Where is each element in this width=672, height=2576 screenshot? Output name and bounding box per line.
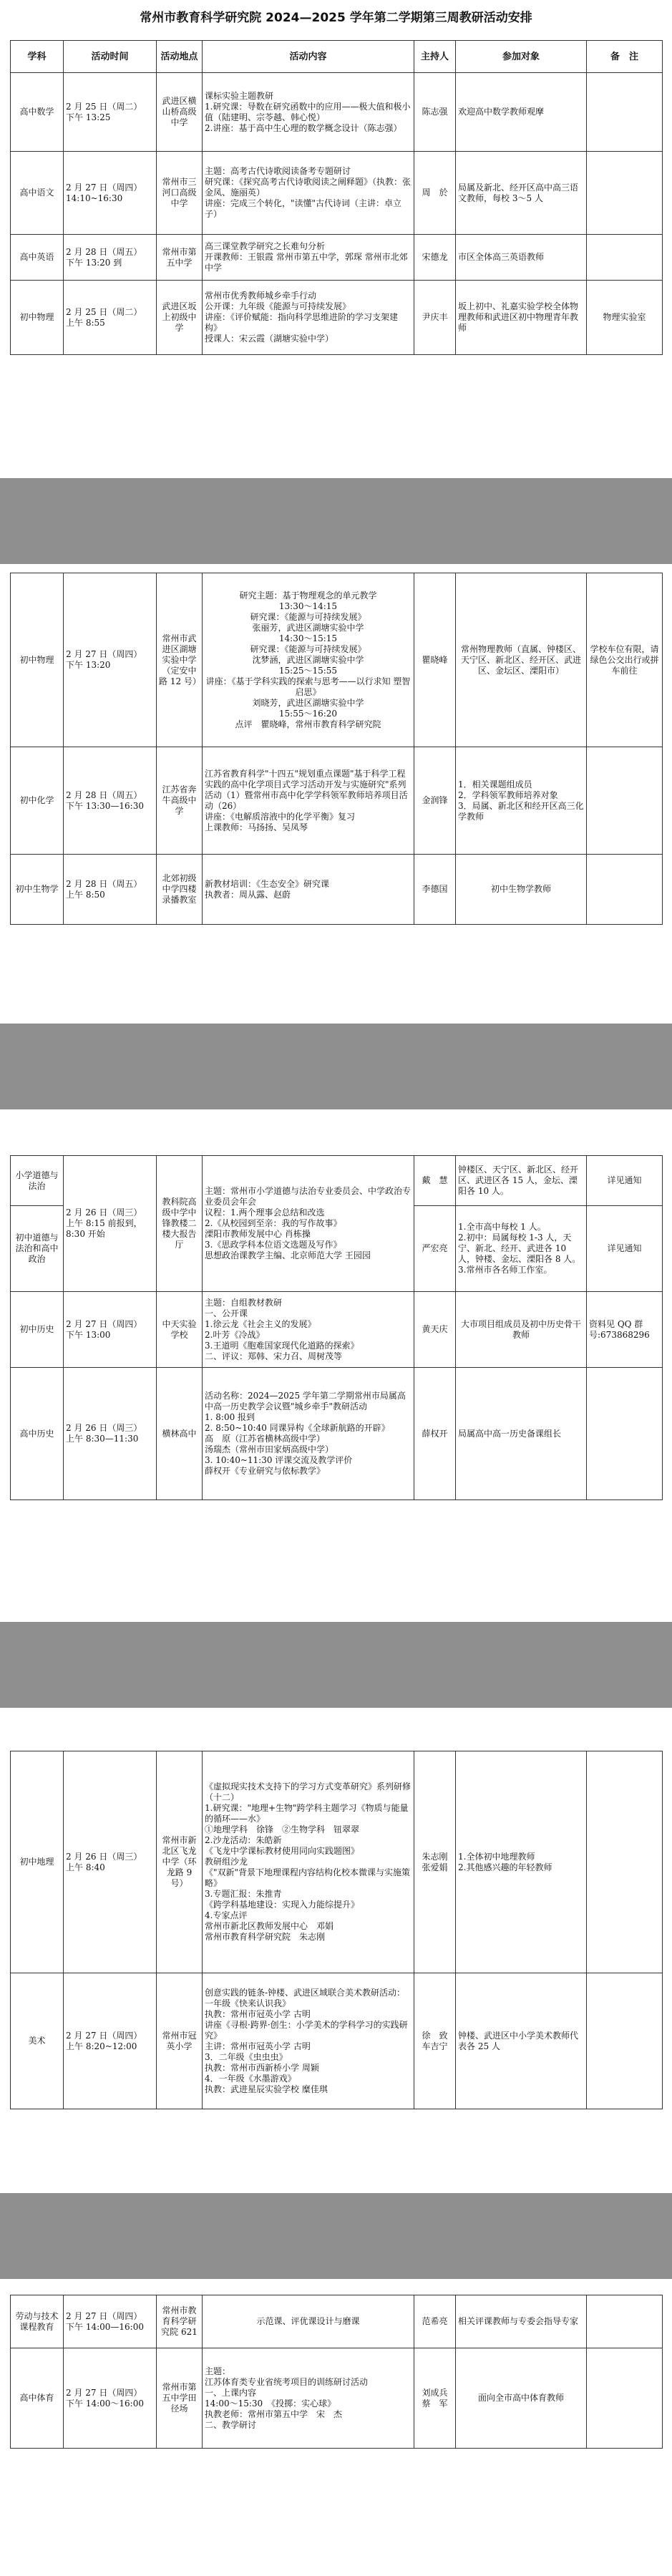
- cell-host: 刘成兵 蔡 军: [414, 2348, 456, 2449]
- header-note: 备 注: [587, 41, 663, 73]
- header-time: 活动时间: [64, 41, 157, 73]
- table-row: [11, 2348, 663, 2449]
- cell-place: 武进区坂上初级中学: [157, 281, 203, 355]
- cell-subject: 高中英语: [11, 235, 64, 281]
- cell-audience: 欢迎高中数学教师观摩: [456, 73, 587, 152]
- table-row: [11, 573, 663, 747]
- page-title: 常州市教育科学研究院 2024—2025 学年第二学期第三周教研活动安排: [140, 11, 532, 25]
- table-row: [11, 281, 663, 355]
- cell-audience: 常州物理教师（直属、钟楼区、天宁区、新北区、经开区、武进区、金坛区、溧阳市）: [456, 573, 587, 747]
- cell-note: [587, 73, 663, 152]
- cell-time: 2 月 27 日（周四） 下午 13:00: [64, 1292, 157, 1368]
- cell-subject: 小学道德与法治: [11, 1156, 64, 1206]
- header-audience: 参加对象: [456, 41, 587, 73]
- cell-host: 戴 慧: [414, 1156, 456, 1206]
- cell-note: [587, 747, 663, 855]
- cell-note: 详见通知: [587, 1156, 663, 1206]
- cell-audience: 钟楼区、天宁区、新北区、经开区、武进区各 15 人，金坛、溧阳各 10 人。: [456, 1156, 587, 1206]
- table-row: [11, 73, 663, 152]
- cell-place: 常州市三河口高级中学: [157, 152, 203, 235]
- cell-note: [587, 235, 663, 281]
- cell-host: 范希亮: [414, 2295, 456, 2348]
- cell-host: 徐 致 车吉宁: [414, 1973, 456, 2109]
- cell-time: 2 月 26 日（周三） 上午 8:40: [64, 1751, 157, 1973]
- cell-content: 新教材培训：《生态安全》研究课 执教者：周从露、赵蔚: [203, 855, 414, 925]
- cell-audience: 1．相关课题组成员 2．学科领军教师培养对象 3．局属、新北区和经开区高三化学教师: [456, 747, 587, 855]
- cell-audience: 1.全市高中每校 1 人。 2.初中：局属每校 1-3 人，天宁、新北、经开、武进各 10 人，钟楼、金坛、溧阳各 8 人。 3.常州市各名师工作室。: [456, 1206, 587, 1292]
- cell-time: 2 月 25 日（周二） 上午 8:55: [64, 281, 157, 355]
- cell-host: 周 於: [414, 152, 456, 235]
- table-row: [11, 1751, 663, 1973]
- cell-host: 金润锋: [414, 747, 456, 855]
- cell-time: 2 月 26 日（周三） 上午 8:30—11:30: [64, 1368, 157, 1500]
- cell-audience: 大市项目组成员及初中历史骨干教师: [456, 1292, 587, 1368]
- header-host: 主持人: [414, 41, 456, 73]
- cell-host: 陈志强: [414, 73, 456, 152]
- cell-audience: 钟楼、武进区中小学美术教师代表各 25 人: [456, 1973, 587, 2109]
- cell-subject: 初中化学: [11, 747, 64, 855]
- cell-audience: 面向全市高中体育教师: [456, 2348, 587, 2449]
- cell-host: 李德国: [414, 855, 456, 925]
- cell-time: 2 月 28 日（周五） 下午 13:20 到: [64, 235, 157, 281]
- cell-time: 2 月 25 日（周二） 下午 13:25: [64, 73, 157, 152]
- cell-host: 严宏亮: [414, 1206, 456, 1292]
- cell-place: 中天实验学校: [157, 1292, 203, 1368]
- cell-time: 2 月 28 日（周五） 下午 13:30—16:30: [64, 747, 157, 855]
- cell-subject: 高中语文: [11, 152, 64, 235]
- cell-host: 宋德龙: [414, 235, 456, 281]
- table-row: [11, 1368, 663, 1500]
- cell-subject: 高中数学: [11, 73, 64, 152]
- cell-audience: 初中生物学教师: [456, 855, 587, 925]
- cell-note: 物理实验室: [587, 281, 663, 355]
- cell-time: 2 月 27 日（周四） 下午 14:00～16:00: [64, 2348, 157, 2449]
- cell-note: [587, 1973, 663, 2109]
- table-row: [11, 152, 663, 235]
- cell-host: 黄天庆: [414, 1292, 456, 1368]
- cell-place: 常州市第五中学田径场: [157, 2348, 203, 2449]
- cell-content: 主题：自组教材教研 一、公开课 1.徐云龙《社会主义的发展》 2.叶芳《冷战》 3.王道明《胞难国家现代化道路的探索》 二、评议：郑韩、宋力召、周树茂等: [203, 1292, 414, 1368]
- cell-content: 示范课、评优课设计与磨课: [203, 2295, 414, 2348]
- cell-place: 武进区横山桥高级中学: [157, 73, 203, 152]
- cell-host: 薛权开: [414, 1368, 456, 1500]
- cell-content: 常州市优秀教师城乡牵手行动 公开课：九年级《能源与可持续发展》 讲座：《评价赋能：指向科学思维进阶的学习支架建构》 授课人：宋云霞（湖塘实验中学）: [203, 281, 414, 355]
- cell-host: 朱志刚 张爱娟: [414, 1751, 456, 1973]
- cell-subject: 初中道德与法治和高中政治: [11, 1206, 64, 1292]
- cell-place: 常州市武进区湖塘实验中学（定安中路 12 号）: [157, 573, 203, 747]
- cell-time: 2 月 27 日（周四） 下午 13:20: [64, 573, 157, 747]
- cell-audience: 相关评课教师与专委会指导专家: [456, 2295, 587, 2348]
- cell-note: 详见通知: [587, 1206, 663, 1292]
- cell-host: 瞿晓峰: [414, 573, 456, 747]
- cell-audience: 市区全体高三英语教师: [456, 235, 587, 281]
- cell-content: 主题：常州市小学道德与法治专业委员会、中学政治专业委员会年会 议程：1.两个理事会总结和改选 2.《从校园到至亲：我的写作故事》 溧阳市教师发展中心 肖栋操 3.《思政学科本位语文选题及写作》 思想政治课教学主编、北京师范大学 王园园: [203, 1156, 414, 1292]
- cell-content: 创意实践的链条-钟楼、武进区域联合美术教研活动：一年级《快来认识我》 执教：常州市冠英小学 古明 讲座《寻根·跨界·创生：小学美术的学科学习的实践研究》 主讲：常州市冠英小学 古明 3．二年级《虫虫虫》 执教：常州市西新桥小学 周颖 4．一年级《水墨游戏》 执教：武进星辰实验学校 糜佳琪: [203, 1973, 414, 2109]
- table-row: [11, 2295, 663, 2348]
- cell-content: 主题：高考古代诗歌阅读备考专题研讨 研究课：《探究高考古代诗歌阅读之阐释题》（执教：张金凤、施丽英） 讲座：完成三个转化，"读懂"古代诗词（主讲：卓立子）: [203, 152, 414, 235]
- cell-subject: 初中生物学: [11, 855, 64, 925]
- table-row: [11, 1973, 663, 2109]
- cell-time: 2 月 28 日（周五） 上午 8:50: [64, 855, 157, 925]
- cell-time: 2 月 27 日（周四） 下午 14:00—16:00: [64, 2295, 157, 2348]
- cell-audience: 坂上初中、礼嘉实验学校全体物理教师和武进区初中物理青年教师: [456, 281, 587, 355]
- cell-note: [587, 2295, 663, 2348]
- page-separator: [0, 1622, 672, 1708]
- cell-content: 《虚拟现实技术支持下的学习方式变革研究》系列研修（十二） 1.研究课："地理+生物"跨学科主题学习《物质与能量的循环——水》 ①地理学科 徐锋 ②生物学科 钮翠翠 2.沙龙活动：朱皓新 《飞龙中学课标教材使用同向实践题图》 教研组沙龙 《"双新"背景下地理课程内容结构化校本微课与实施策略》 3.专题汇报：朱推青 《跨学科基地建设：实现入力能综提升》 4.专家点评 常州市新北区教师发展中心 邓娟 常州市教育科学研究院 朱志刚: [203, 1751, 414, 1973]
- cell-place: 常州市新北区飞龙中学（环龙路 9 号）: [157, 1751, 203, 1973]
- cell-content: 课标实验主题教研 1.研究课：导数在研究函数中的应用——极大值和极小值（陆建明、宗苓越、韩心悦） 2.讲座：基于高中生心理的数学概念设计（陈志强）: [203, 73, 414, 152]
- table-row: [11, 1156, 663, 1206]
- header-subject: 学科: [11, 41, 64, 73]
- cell-subject: 高中历史: [11, 1368, 64, 1500]
- cell-place: 常州市第五中学: [157, 235, 203, 281]
- cell-note: 学校车位有限，请绿色公交出行或拼车前往: [587, 573, 663, 747]
- header-place: 活动地点: [157, 41, 203, 73]
- cell-subject: 劳动与技术课程教育: [11, 2295, 64, 2348]
- header-content: 活动内容: [203, 41, 414, 73]
- cell-place: 北郊初级中学四楼录播教室: [157, 855, 203, 925]
- cell-subject: 初中物理: [11, 281, 64, 355]
- cell-subject: 高中体育: [11, 2348, 64, 2449]
- cell-content: 高三课堂教学研究之长难句分析 开课教师：王银霞 常州市第五中学，郭琛 常州市北郊中学: [203, 235, 414, 281]
- cell-note: [587, 1751, 663, 1973]
- table-header-row: [11, 41, 663, 73]
- cell-content: 活动名称：2024—2025 学年第二学期常州市局属高中高一历史教学会议暨"城乡牵手"教研活动 1. 8:00 报到 2. 8:50~10:40 同课异构《全球新航路的开辟》 高 原（江苏省横林高级中学） 汤瑞杰（常州市田家炳高级中学） 3. 10:40~11:30 评课交流及教学评价 薛权开《专业研究与依标教学》: [203, 1368, 414, 1500]
- cell-content: 主题： 江苏体育类专业省统考项目的训练研讨活动 一、上课内容 14:00～15:30 《投掷：实心球》 执教老师：常州市第五中学 宋 杰 二、教学研讨: [203, 2348, 414, 2449]
- cell-place: 常州市冠英小学: [157, 1973, 203, 2109]
- cell-note: 资料见 QQ 群号:673868296: [587, 1292, 663, 1368]
- page-separator: [0, 478, 672, 564]
- cell-subject: 初中地理: [11, 1751, 64, 1973]
- cell-note: [587, 152, 663, 235]
- cell-audience: 局属及新北、经开区高中高三语文教师，每校 3～5 人: [456, 152, 587, 235]
- table-row: [11, 855, 663, 925]
- cell-subject: 美术: [11, 1973, 64, 2109]
- cell-time: 2 月 27 日（周四） 14:10~16:30: [64, 152, 157, 235]
- cell-note: [587, 2348, 663, 2449]
- cell-note: [587, 1368, 663, 1500]
- cell-audience: 局属高中高一历史备课组长: [456, 1368, 587, 1500]
- cell-place: 江苏省奔牛高级中学: [157, 747, 203, 855]
- cell-time: 2 月 27 日（周四） 上午 8:20~12:00: [64, 1973, 157, 2109]
- cell-audience: 1.全体初中地理教师 2.其他感兴趣的年轻教师: [456, 1751, 587, 1973]
- page-separator: [0, 1024, 672, 1109]
- cell-place: 教科院高级中学中锋教楼二楼大报告厅: [157, 1156, 203, 1292]
- cell-content: 研究主题：基于物理观念的单元教学 13:30～14:15 研究课：《能源与可持续发展》 张丽芳，武进区湖塘实验中学 14:30～15:15 研究课：《能源与可持续发展》 沈梦涵，武进区湖塘实验中学 15:25～15:55 讲座：《基于学科实践的探索与思考——以行求知 塑智启思》 刘晓芳，武进区湖塘实验中学 15:55～16:20 点评 瞿晓峰，常州市教育科学研究院: [203, 573, 414, 747]
- cell-time: 2 月 26 日（周三） 上午 8:15 前报到，8:30 开始: [64, 1156, 157, 1292]
- cell-place: 常州市教育科学研究院 621: [157, 2295, 203, 2348]
- cell-content: 江苏省教育科学"十四五"规划重点课题"基于科学工程实践的高中化学项目式学习活动开发与实施研究"系列活动（1）暨常州市高中化学学科领军教师培养项目活动（26） 讲座：《电解质溶液中的化学平衡》复习 上课教师：马扬扬、吴凤琴: [203, 747, 414, 855]
- cell-subject: 初中历史: [11, 1292, 64, 1368]
- cell-place: 横林高中: [157, 1368, 203, 1500]
- table-row: [11, 235, 663, 281]
- cell-subject: 初中物理: [11, 573, 64, 747]
- cell-host: 尹庆丰: [414, 281, 456, 355]
- page-separator: [0, 2193, 672, 2279]
- table-row: [11, 1292, 663, 1368]
- cell-note: [587, 855, 663, 925]
- table-row: [11, 747, 663, 855]
